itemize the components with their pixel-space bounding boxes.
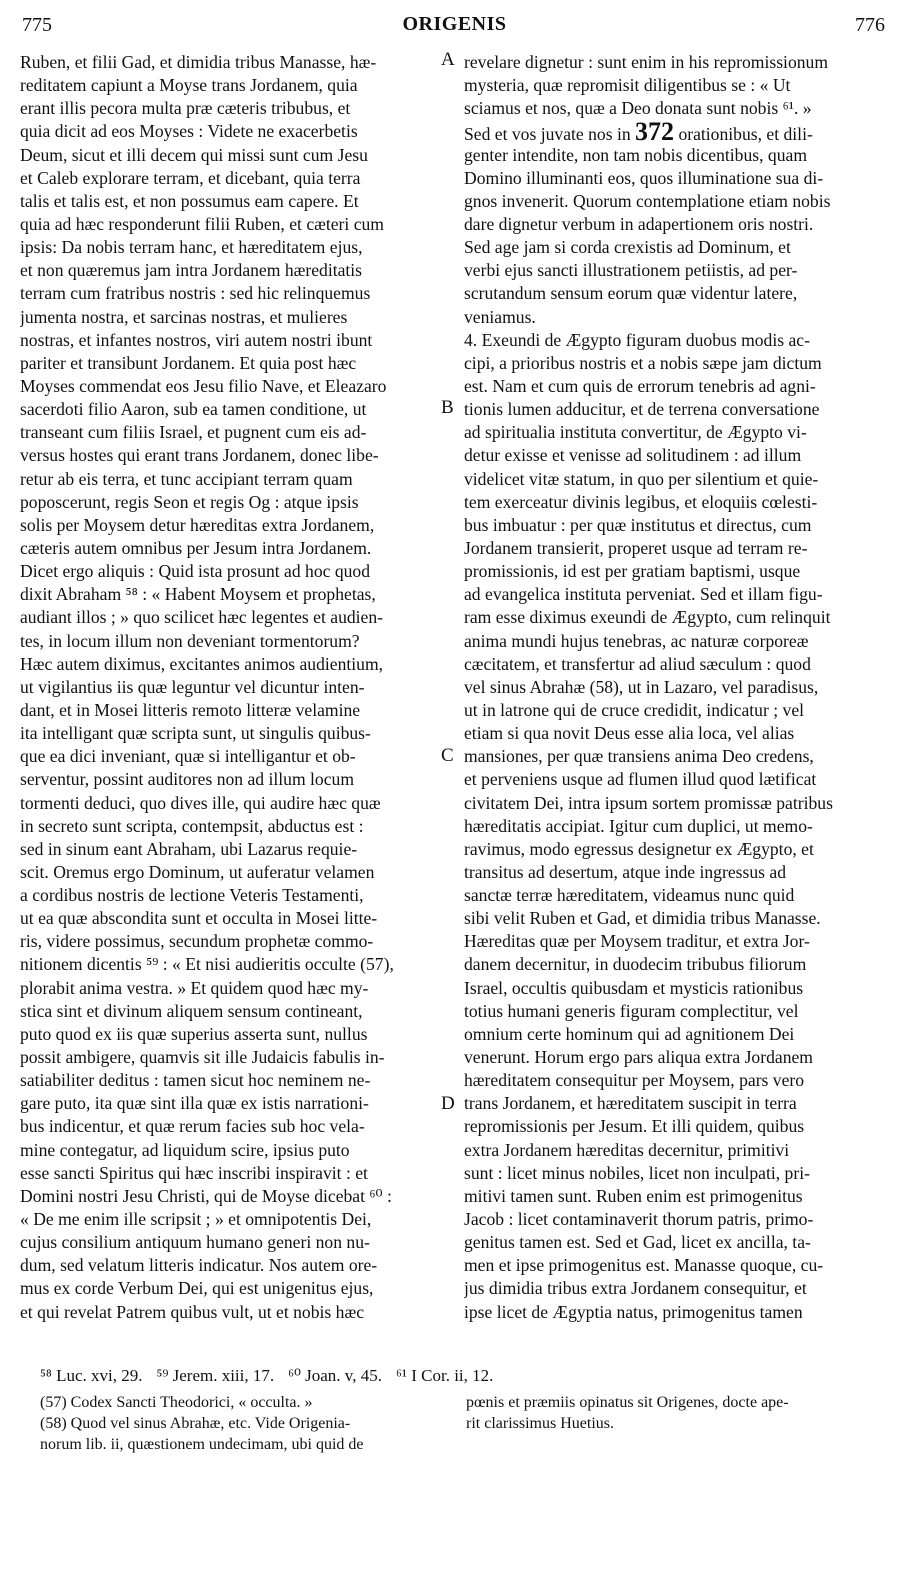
text-line: ut ea quæ abscondita sunt et occulta in Mosei litte- [20, 908, 378, 929]
text-line: etiam si qua novit Deus esse alia loca, vel alias [464, 723, 795, 744]
text-line: Dicet ergo aliquis : Quid ista prosunt ad hoc quod [20, 561, 371, 582]
text-line: ad evangelica instituta perveniat. Sed et illam figu- [464, 584, 823, 605]
reference-item: ⁶¹ I Cor. ii, 12. [395, 1366, 494, 1385]
footnote-line: (57) Codex Sancti Theodorici, « occulta. » [40, 1394, 313, 1411]
text-line: et qui revelat Patrem quibus vult, ut et nobis hæc [20, 1301, 364, 1322]
text-line: possit ambigere, quamvis sit ille Judaicis fabulis in- [20, 1047, 385, 1068]
text-line: anima mundi hujus tenebras, ac naturæ corporeæ [464, 630, 809, 651]
text-line: ad spiritualia instituta convertitur, de Ægypto vi- [464, 422, 807, 443]
text-line: trans Jordanem, et hæreditatem suscipit in terra [464, 1093, 797, 1114]
text-line: dant, et in Mosei litteris remoto litteræ velamine [20, 699, 361, 720]
text-line: erant illis pecora multa præ cæteris tribubus, et [20, 98, 351, 119]
text-line: gnos invenerit. Quorum contemplatione etiam nobis [464, 190, 831, 211]
text-line: in secreto sunt scripta, contempsit, abductus est : [20, 815, 364, 836]
text-line: quia ad hæc responderunt filii Ruben, et cæteri cum [20, 213, 384, 234]
text-line: ut vigilantius iis quæ leguntur vel dicuntur inten- [20, 676, 365, 697]
text-line: talis et talis est, et non possumus eam capere. Et [20, 190, 359, 211]
text-line: bus imbuatur : per quæ institutus et directus, cum [464, 514, 812, 535]
text-line: jus dimidia tribus extra Jordanem consequitur, et [464, 1278, 807, 1299]
text-line: Domino illuminanti eos, quos illuminatione sua di- [464, 167, 824, 188]
text-line: ipsis: Da nobis terram hanc, et hæreditatem ejus, [20, 237, 363, 258]
text-line: et perveniens usque ad flumen illud quod lætificat [464, 769, 817, 790]
text-line: tem exerceatur divinis legibus, et eloquiis cœlesti- [464, 491, 818, 512]
text-line: Israel, occultis quibusdam et mysticis rationibus [464, 977, 804, 998]
text-line: 4. Exeundi de Ægypto figuram duobus modis ac- [464, 329, 810, 350]
section-marker-b: B [441, 397, 454, 418]
text-line: cujus consilium antiquum humano generi non nu- [20, 1232, 370, 1253]
footnote-line: rit clarissimus Huetius. [466, 1415, 614, 1432]
left-text-column [20, 51, 448, 1324]
text-line: tionis lumen adducitur, et de terrena conversatione [464, 399, 820, 420]
text-line: terram cum fratribus nostris : sed hic relinquemus [20, 283, 371, 304]
text-line: plorabit anima vestra. » Et quidem quod hæc my- [20, 977, 369, 998]
text-line: gare puto, ita quæ sint illa quæ ex istis narrationi- [20, 1093, 369, 1114]
text-line: totius humani generis figuram complectitur, vel [464, 1000, 799, 1021]
column-number: 372 [635, 120, 675, 144]
reference-item: ⁵⁹ Jerem. xiii, 17. [156, 1366, 275, 1385]
footnotes-right [466, 1392, 886, 1434]
footnote-line: (58) Quod vel sinus Abrahæ, etc. Vide Origenia- [40, 1415, 351, 1432]
text-line: extra Jordanem hæreditas decernitur, primitivi [464, 1139, 790, 1160]
text-line: cipi, a prioribus nostris et a nobis sæpe jam dictum [464, 352, 822, 373]
text-line: tormenti deduci, quo dives ille, qui audire hæc quæ [20, 792, 381, 813]
text-line: Sed et vos juvate nos in 372 orationibus, et dili- [464, 120, 888, 143]
text-line: retur ab eis terra, et tunc accipiant terram quam [20, 468, 353, 489]
footnotes-left [40, 1392, 450, 1455]
text-line: nostras, et infantes nostros, viri autem nostri ibunt [20, 329, 373, 350]
text-line: esse sancti Spiritus qui hæc inscribi inspiravit : et [20, 1162, 368, 1183]
text-line: Jacob : licet contaminaverit thorum patris, primo- [464, 1209, 814, 1230]
text-line: Jordanem transierit, properet usque ad terram re- [464, 537, 808, 558]
text-line: pariter et transibunt Jordanem. Et quia post hæc [20, 352, 357, 373]
text-line: Domini nostri Jesu Christi, qui de Moyse dicebat ⁶⁰ : [20, 1185, 392, 1206]
text-line: venerunt. Horum ergo pars aliqua extra Jordanem [464, 1047, 813, 1068]
text-line: quia dicit ad eos Moyses : Videte ne exacerbetis [20, 121, 358, 142]
text-line: sibi velit Ruben et Gad, et dimidia tribus Manasse. [464, 908, 821, 929]
text-line: Ruben, et filii Gad, et dimidia tribus Manasse, hæ- [20, 52, 377, 72]
text-line: vel sinus Abrahæ (58), ut in Lazaro, vel paradisus, [464, 676, 819, 697]
text-line: bus indicentur, et quæ rerum facies sub hoc vela- [20, 1116, 365, 1137]
text-line: « De me enim ille scripsit ; » et omnipotentis Dei, [20, 1209, 372, 1230]
text-line: ipse licet de Ægyptia natus, primogenitus tamen [464, 1301, 803, 1322]
text-line: sanctæ terræ hæreditatem, videamus nunc quid [464, 885, 795, 906]
text-line: veniamus. [464, 306, 536, 327]
footnote-line: pœnis et præmiis opinatus sit Origenes, docte ape- [466, 1394, 789, 1411]
text-line: promissionis, id est per gratiam baptismi, usque [464, 561, 801, 582]
text-line: mine contegatur, ad liquidum scire, ipsius puto [20, 1139, 350, 1160]
text-line: scrutandum sensum eorum quæ videntur latere, [464, 283, 798, 304]
text-line: poposcerunt, regis Seon et regis Og : atque ipsis [20, 491, 359, 512]
text-line: et Caleb explorare terram, et dicebant, quia terra [20, 167, 361, 188]
text-line: solis per Moysem detur hæreditas extra Jordanem, [20, 514, 375, 535]
text-line: que ea dici inveniant, quæ si intelligantur et ob- [20, 746, 356, 767]
text-line: transitus ad desertum, atque inde ingressus ad [464, 861, 786, 882]
text-line: genitus tamen est. Sed et Gad, licet ex ancilla, ta- [464, 1232, 811, 1253]
scripture-references [40, 1366, 900, 1386]
text-line: mansiones, per quæ transiens anima Deo credens, [464, 746, 814, 767]
text-line: mysteria, quæ repromisit diligentibus se : « Ut [464, 75, 791, 96]
text-line: a cordibus nostris de lectione Veteris Testamenti, [20, 885, 364, 906]
text-line: detur exisse et venisse ad solitudinem : ad illum [464, 445, 802, 466]
text-line: Deum, sicut et illi decem qui missi sunt cum Jesu [20, 144, 368, 165]
right-text-column [464, 51, 888, 1324]
text-line: videlicet vitæ statum, in quo per silentium et quie- [464, 468, 819, 489]
footnote-line: norum lib. ii, quæstionem undecimam, ubi quid de [40, 1436, 364, 1453]
text-line: sacerdoti filio Aaron, sub ea tamen conditione, ut [20, 399, 367, 420]
text-line: audiant illos ; » quo scilicet hæc legentes et audien- [20, 607, 384, 628]
running-title: ORIGENIS [402, 13, 507, 35]
text-line: civitatem Dei, intra ipsum sortem promissæ patribus [464, 792, 833, 813]
text-line: Moyses commendat eos Jesu filio Nave, et Eleazaro [20, 375, 387, 396]
text-line: ravimus, modo egressus designetur ex Ægypto, et [464, 838, 814, 859]
text-line: ut in latrone qui de cruce credidit, indicatur ; vel [464, 699, 805, 720]
text-line: satiabiliter deditus : tamen sicut hoc neminem ne- [20, 1070, 371, 1091]
text-line: dum, sed velatum litteris indicatur. Nos autem ore- [20, 1255, 378, 1276]
text-line: cæcitatem, et transfertur ad aliud sæculum : quod [464, 653, 811, 674]
text-line: puto quod ex iis quæ superius asserta sunt, nullus [20, 1023, 368, 1044]
text-line: sed in sinum eant Abraham, ubi Lazarus requie- [20, 838, 358, 859]
text-line: Hæreditas quæ per Moysem traditur, et extra Jor- [464, 931, 810, 952]
text-line: Sed age jam si corda crexistis ad Dominum, et [464, 237, 791, 258]
text-line: nitionem dicentis ⁵⁹ : « Et nisi audieritis occulte (57), [20, 954, 394, 975]
text-line: scit. Oremus ergo Dominum, ut auferatur velamen [20, 861, 375, 882]
text-line: hæreditatis accipiat. Igitur cum duplici, ut memo- [464, 815, 813, 836]
page-number-left: 775 [22, 14, 52, 36]
text-line: Hæc autem diximus, excitantes animos audientium, [20, 653, 384, 674]
section-marker-c: C [441, 745, 454, 766]
text-line: hæreditatem consequitur per Moysem, pars vero [464, 1070, 805, 1091]
reference-item: ⁶⁰ Joan. v, 45. [288, 1366, 382, 1385]
text-line: sciamus et nos, quæ a Deo donata sunt nobis ⁶¹. » [464, 98, 812, 119]
text-line: sunt : licet minus nobiles, licet non inculpati, pri- [464, 1162, 810, 1183]
text-line: mus ex corde Verbum Dei, qui est unigenitus ejus, [20, 1278, 374, 1299]
text-line: repromissionis per Jesum. Et illi quidem, quibus [464, 1116, 805, 1137]
page-header [0, 0, 909, 40]
text-line: tes, in locum illum non deveniant tormentorum? [20, 630, 360, 651]
text-line: jumenta nostra, et sarcinas nostras, et mulieres [20, 306, 348, 327]
text-line: dare dignetur verbum in adapertionem oris nostri. [464, 213, 814, 234]
text-line: genter intendite, non tam nobis dicentibus, quam [464, 144, 808, 165]
text-line: est. Nam et cum quis de errorum tenebris ad agni- [464, 375, 816, 396]
text-line: omnium certe hominum qui ad agnitionem Dei [464, 1023, 795, 1044]
text-line: stica sint et divinum aliquem sensum contineant, [20, 1000, 363, 1021]
text-line: verbi ejus sancti illustrationem petiistis, ad per- [464, 260, 798, 281]
text-line: ita intelligant quæ scripta sunt, ut singulis quibus- [20, 723, 371, 744]
reference-item: ⁵⁸ Luc. xvi, 29. [40, 1366, 143, 1385]
page-number-right: 776 [855, 14, 885, 36]
text-line: danem decernitur, in duodecim tribubus filiorum [464, 954, 807, 975]
text-line: cæteris autem omnibus per Jesum intra Jordanem. [20, 537, 372, 558]
text-line: reditatem capiunt a Moyse trans Jordanem, quia [20, 75, 358, 96]
section-marker-d: D [441, 1093, 455, 1114]
text-line: dixit Abraham ⁵⁸ : « Habent Moysem et prophetas, [20, 584, 376, 605]
text-line: men et ipse primogenitus est. Manasse quoque, cu- [464, 1255, 824, 1276]
section-marker-a: A [441, 49, 455, 70]
text-line: transeant cum filiis Israel, et pugnent cum eis ad- [20, 422, 367, 443]
text-line: serventur, possint auditores non ad illum locum [20, 769, 355, 790]
text-line: ris, videre possimus, secundum prophetæ commo- [20, 931, 374, 952]
text-line: mitivi tamen sunt. Ruben enim est primogenitus [464, 1185, 803, 1206]
text-line: versus hostes qui erant trans Jordanem, donec libe- [20, 445, 379, 466]
text-line: revelare dignetur : sunt enim in his repromissionum [464, 52, 829, 72]
text-line: et non quæremus jam intra Jordanem hæreditatis [20, 260, 363, 281]
text-line: ram esse diximus exeundi de Ægypto, cum relinquit [464, 607, 831, 628]
